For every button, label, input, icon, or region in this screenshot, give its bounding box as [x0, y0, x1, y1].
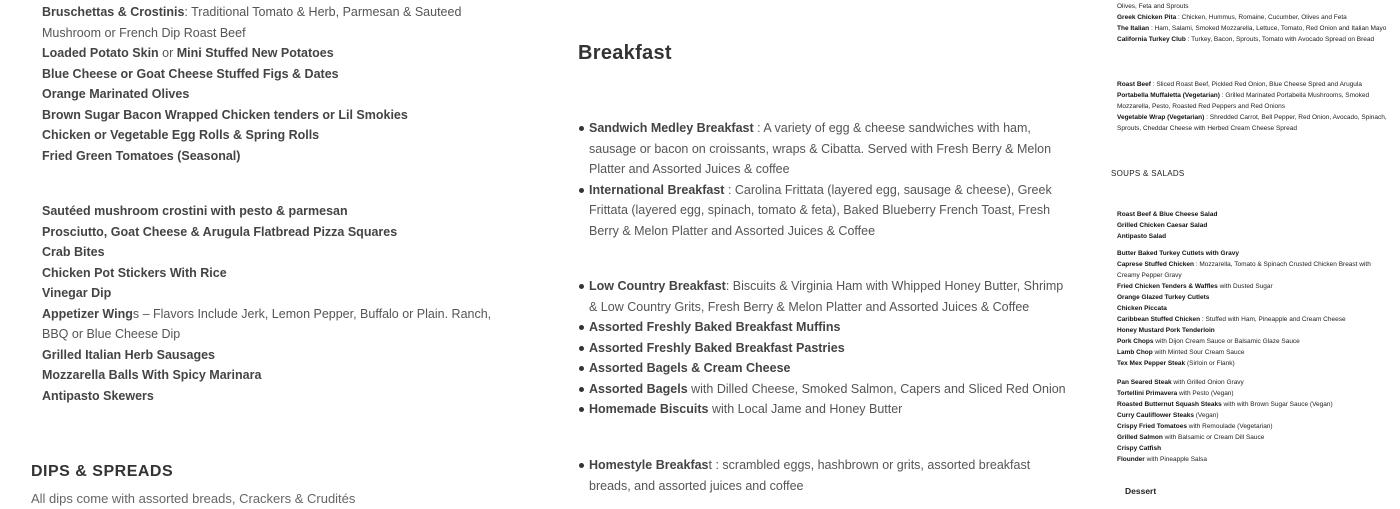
appetizer-item: [42, 201, 512, 222]
entree-item: [1117, 388, 1377, 399]
appetizer-item: [42, 283, 512, 304]
sandwich-item: [1117, 90, 1389, 112]
entree-item-name: Pork Chops: [1117, 338, 1154, 345]
appetizer-item-name: Vinegar Dip: [42, 286, 112, 300]
breakfast-item-description: t : scrambled eggs, hashbrown or grits, assorted breakfast breads, and assorted juices and coffee: [589, 458, 1031, 493]
entree-item: [1117, 347, 1377, 358]
breakfast-heading: Breakfast: [578, 42, 672, 64]
sandwich-item-name: Portabella Muffaletta (Vegetarian): [1117, 92, 1220, 99]
entree-item-description: with Pineapple Salsa: [1144, 456, 1207, 463]
entree-list-2: [1117, 377, 1377, 465]
appetizer-item: [42, 304, 512, 345]
entree-item-description: with Dijon Cream Sauce or Balsamic Glaze Sauce: [1153, 338, 1300, 345]
dessert-label: Dessert: [1125, 486, 1157, 496]
breakfast-list-2: [589, 276, 1069, 420]
sandwich-item-description: : Shredded Carrot, Bell Pepper, Red Onion, Avocado, Spinach, Sprouts, Cheddar Cheese with Herbed Cream Cheese Spread: [1117, 114, 1387, 132]
entree-item-description: (Sirloin or Flank): [1185, 360, 1235, 367]
appetizer-item-name: Orange Marinated Olives: [42, 87, 190, 101]
appetizer-item: [42, 146, 512, 167]
entree-item-name: Crispy Fried Tomatoes: [1117, 423, 1187, 430]
appetizer-item-name: Fried Green Tomatoes (Seasonal): [42, 148, 241, 163]
sandwich-item-description: : Turkey, Bacon, Sprouts, Tomato with Avocado Spread on Bread: [1185, 36, 1375, 43]
dips-heading: DIPS & SPREADS: [31, 463, 174, 480]
entree-item-name: Caprese Stuffed Chicken: [1117, 261, 1194, 268]
appetizer-item-name: Bruschettas & Crostinis: [42, 5, 185, 19]
breakfast-item-description: : Carolina Frittata (layered egg, sausage & cheese), Greek Frittata (layered egg, spinach, tomato & feta), Baked Blueberry French Toast, Fresh Berry & Melon Platter and Assorted Juices & Coffee: [589, 182, 1052, 238]
entree-item-description: : Mozzarella, Tomato & Spinach Crusted Chicken Breast with Creamy Pepper Gravy: [1117, 261, 1371, 279]
appetizer-item-name: Crab Bites: [42, 245, 105, 259]
appetizer-item: [42, 2, 512, 43]
salad-item: [1117, 231, 1389, 242]
entree-item-name: Crispy Catfish: [1117, 445, 1162, 452]
breakfast-item: [589, 379, 1069, 400]
entree-item-description: with Balsamic or Cream Dill Sauce: [1162, 434, 1265, 441]
salad-item-name: Roast Beef & Blue Cheese Salad: [1117, 211, 1218, 218]
breakfast-item-description: : A variety of egg & cheese sandwiches with ham, sausage or bacon on croissants, wraps & Cibatta. Served with Fresh Berry & Melon Platter and Assorted Juices & coffee: [589, 121, 1052, 176]
sandwich-list-2: [1117, 79, 1389, 134]
sandwich-item-name: The Italian: [1117, 25, 1150, 32]
entree-item: [1117, 281, 1377, 292]
breakfast-item: [589, 338, 1069, 359]
entree-item-name: Orange Glazed Turkey Cutlets: [1117, 294, 1210, 301]
entree-item: [1117, 248, 1377, 259]
sandwich-item: [1117, 112, 1389, 134]
sandwich-item-description: Olives, Feta and Sprouts: [1117, 3, 1189, 10]
entree-item-name: Caribbean Stuffed Chicken: [1117, 316, 1201, 323]
sandwich-item: [1117, 23, 1389, 34]
entree-item: [1117, 377, 1377, 388]
entree-item: [1117, 336, 1377, 347]
entree-item: [1117, 314, 1377, 325]
breakfast-item-description: with Dilled Cheese, Smoked Salmon, Capers and Sliced Red Onion: [687, 381, 1066, 396]
breakfast-item-name: Assorted Freshly Baked Breakfast Muffins: [589, 320, 841, 334]
appetizer-item-name: Antipasto Skewers: [42, 388, 154, 403]
appetizer-item: [42, 105, 512, 126]
appetizer-item-name: Prosciutto, Goat Cheese & Arugula Flatbread Pizza Squares: [42, 224, 398, 239]
entree-item: [1117, 432, 1377, 443]
entree-item-description: with Minted Sour Cream Sauce: [1152, 349, 1245, 356]
entree-item: [1117, 443, 1377, 454]
breakfast-item-name: Homemade Biscuits: [589, 402, 709, 416]
appetizer-item-name: Chicken or Vegetable Egg Rolls & Spring Rolls: [42, 128, 320, 142]
breakfast-item: [589, 276, 1069, 317]
breakfast-item: [589, 358, 1069, 379]
entree-item-description: with with Brown Sugar Sauce (Vegan): [1221, 401, 1333, 408]
entree-item-name: Roasted Butternut Squash Steaks: [1117, 401, 1222, 408]
entree-item-name: Honey Mustard Pork Tenderloin: [1117, 327, 1215, 334]
breakfast-item: [589, 455, 1069, 496]
entree-list-1: [1117, 248, 1377, 369]
entree-item: [1117, 259, 1377, 281]
sandwich-list: [1117, 1, 1389, 45]
entree-item-name: Lamb Chop: [1117, 349, 1153, 356]
sandwich-item-description: : Grilled Marinated Portabella Mushrooms, Smoked Mozzarella, Pesto, Roasted Red Peppers and Red Onions: [1117, 92, 1370, 110]
entree-item: [1117, 454, 1377, 465]
appetizer-item-description: s – Flavors Include Jerk, Lemon Pepper, Buffalo or Plain. Ranch, BBQ or Blue Cheese Dip: [42, 306, 492, 341]
sandwich-item-description: : Chicken, Hummus, Romaine, Cucumber, Olives and Feta: [1176, 14, 1347, 21]
sandwich-item-name: California Turkey Club: [1117, 36, 1186, 43]
entree-item: [1117, 399, 1377, 410]
breakfast-item-description: : Biscuits & Virginia Ham with Whipped Honey Butter, Shrimp & Low Country Grits, Fresh Berry & Melon Platter and Assorted Juices & Coffee: [589, 279, 1064, 314]
appetizer-item-name: Brown Sugar Bacon Wrapped Chicken tenders or Lil Smokies: [42, 107, 408, 122]
appetizer-item-name: Mozzarella Balls With Spicy Marinara: [42, 368, 262, 382]
appetizer-item-name: Appetizer Wing: [42, 306, 133, 321]
breakfast-list-1: [589, 118, 1069, 241]
appetizer-item: [42, 263, 512, 284]
entree-item: [1117, 303, 1377, 314]
entree-item: [1117, 358, 1377, 369]
entree-item-name: Tex Mex Pepper Steak: [1117, 360, 1186, 367]
breakfast-item-name: Sandwich Medley Breakfast: [589, 121, 754, 135]
entree-item-name: Curry Cauliflower Steaks: [1117, 412, 1194, 419]
entree-item-name: Tortellini Primavera: [1117, 390, 1178, 397]
salad-list: [1117, 209, 1389, 242]
appetizer-item-name: Grilled Italian Herb Sausages: [42, 347, 215, 362]
salad-item: [1117, 220, 1389, 231]
appetizer-item-description: : Traditional Tomato & Herb, Parmesan & Sauteed Mushroom or French Dip Roast Beef: [42, 5, 462, 40]
breakfast-list-3: [589, 455, 1069, 496]
appetizer-item: [42, 242, 512, 263]
appetizer-item-name: Chicken Pot Stickers With Rice: [42, 265, 227, 280]
sandwich-item-description: : Ham, Salami, Smoked Mozzarella, Lettuce, Tomato, Red Onion and Italian Mayo: [1149, 25, 1387, 32]
appetizer-list-1: [42, 2, 512, 166]
sandwich-item-name: Roast Beef: [1117, 81, 1151, 88]
entree-item-name: Butter Baked Turkey Cutlets with Gravy: [1117, 250, 1239, 257]
entree-item-description: : Stuffed with Ham, Pineapple and Cream Cheese: [1200, 316, 1346, 323]
entree-item: [1117, 325, 1377, 336]
breakfast-item-name: International Breakfast: [589, 182, 725, 197]
entree-item-description: with Dusted Sugar: [1217, 283, 1273, 290]
appetizer-item: [42, 222, 512, 243]
appetizer-item-name: Loaded Potato Skin: [42, 46, 159, 60]
appetizer-list-2: [42, 201, 512, 406]
appetizer-item: [42, 43, 512, 64]
dips-subtitle: All dips come with assorted breads, Crackers & Crudités: [31, 491, 356, 506]
appetizer-item: [42, 125, 512, 146]
entree-item-description: with Grilled Onion Gravy: [1171, 379, 1244, 386]
breakfast-item-name: Assorted Freshly Baked Breakfast Pastries: [589, 340, 845, 355]
soups-salads-label: SOUPS & SALADS: [1111, 169, 1185, 178]
salad-item: [1117, 209, 1389, 220]
sandwich-item: [1117, 12, 1389, 23]
entree-item: [1117, 421, 1377, 432]
entree-item-description: with Pesto (Vegan): [1177, 390, 1234, 397]
salad-item-name: Grilled Chicken Caesar Salad: [1117, 222, 1208, 229]
appetizer-item-name: Blue Cheese or Goat Cheese Stuffed Figs & Dates: [42, 66, 339, 81]
entree-item-description: (Vegan): [1193, 412, 1219, 419]
salad-item-name: Antipasto Salad: [1117, 233, 1167, 240]
breakfast-item: [589, 399, 1069, 420]
entree-item-description: with Remoulade (Vegetarian): [1186, 423, 1273, 430]
entree-item: [1117, 292, 1377, 303]
appetizer-item: [42, 64, 512, 85]
sandwich-item-description: : Sliced Roast Beef, Pickled Red Onion, Blue Cheese Spred and Arugula: [1150, 81, 1362, 88]
appetizer-item-description: or: [158, 46, 177, 60]
appetizer-item-name-alt: Mini Stuffed New Potatoes: [176, 46, 334, 60]
entree-item: [1117, 410, 1377, 421]
appetizer-item: [42, 345, 512, 366]
entree-item-name: Grilled Salmon: [1117, 434, 1163, 441]
breakfast-item-name: Assorted Bagels & Cream Cheese: [589, 361, 791, 375]
sandwich-item: [1117, 79, 1389, 90]
breakfast-item: [589, 180, 1069, 242]
entree-item-name: Pan Seared Steak: [1117, 379, 1172, 386]
sandwich-item-name: Greek Chicken Pita: [1117, 14, 1177, 21]
sandwich-item: [1117, 34, 1389, 45]
appetizer-item-name: Sautéed mushroom crostini with pesto & parmesan: [42, 204, 348, 218]
entree-item-name: Chicken Piccata: [1117, 305, 1167, 312]
breakfast-item-name: Homestyle Breakfas: [589, 458, 709, 472]
breakfast-item: [589, 317, 1069, 338]
entree-item-name: Fried Chicken Tenders & Waffles: [1117, 283, 1218, 290]
sandwich-item-name: Vegetable Wrap (Vegetarian): [1117, 114, 1205, 121]
breakfast-item-name: Assorted Bagels: [589, 381, 688, 396]
breakfast-item-name: Low Country Breakfast: [589, 279, 726, 293]
appetizer-item: [42, 386, 512, 407]
breakfast-item: [589, 118, 1069, 180]
appetizer-item: [42, 365, 512, 386]
appetizer-item: [42, 84, 512, 105]
breakfast-item-description: with Local Jame and Honey Butter: [708, 402, 903, 416]
sandwich-item: [1117, 1, 1389, 12]
entree-item-name: Flounder: [1117, 456, 1145, 463]
